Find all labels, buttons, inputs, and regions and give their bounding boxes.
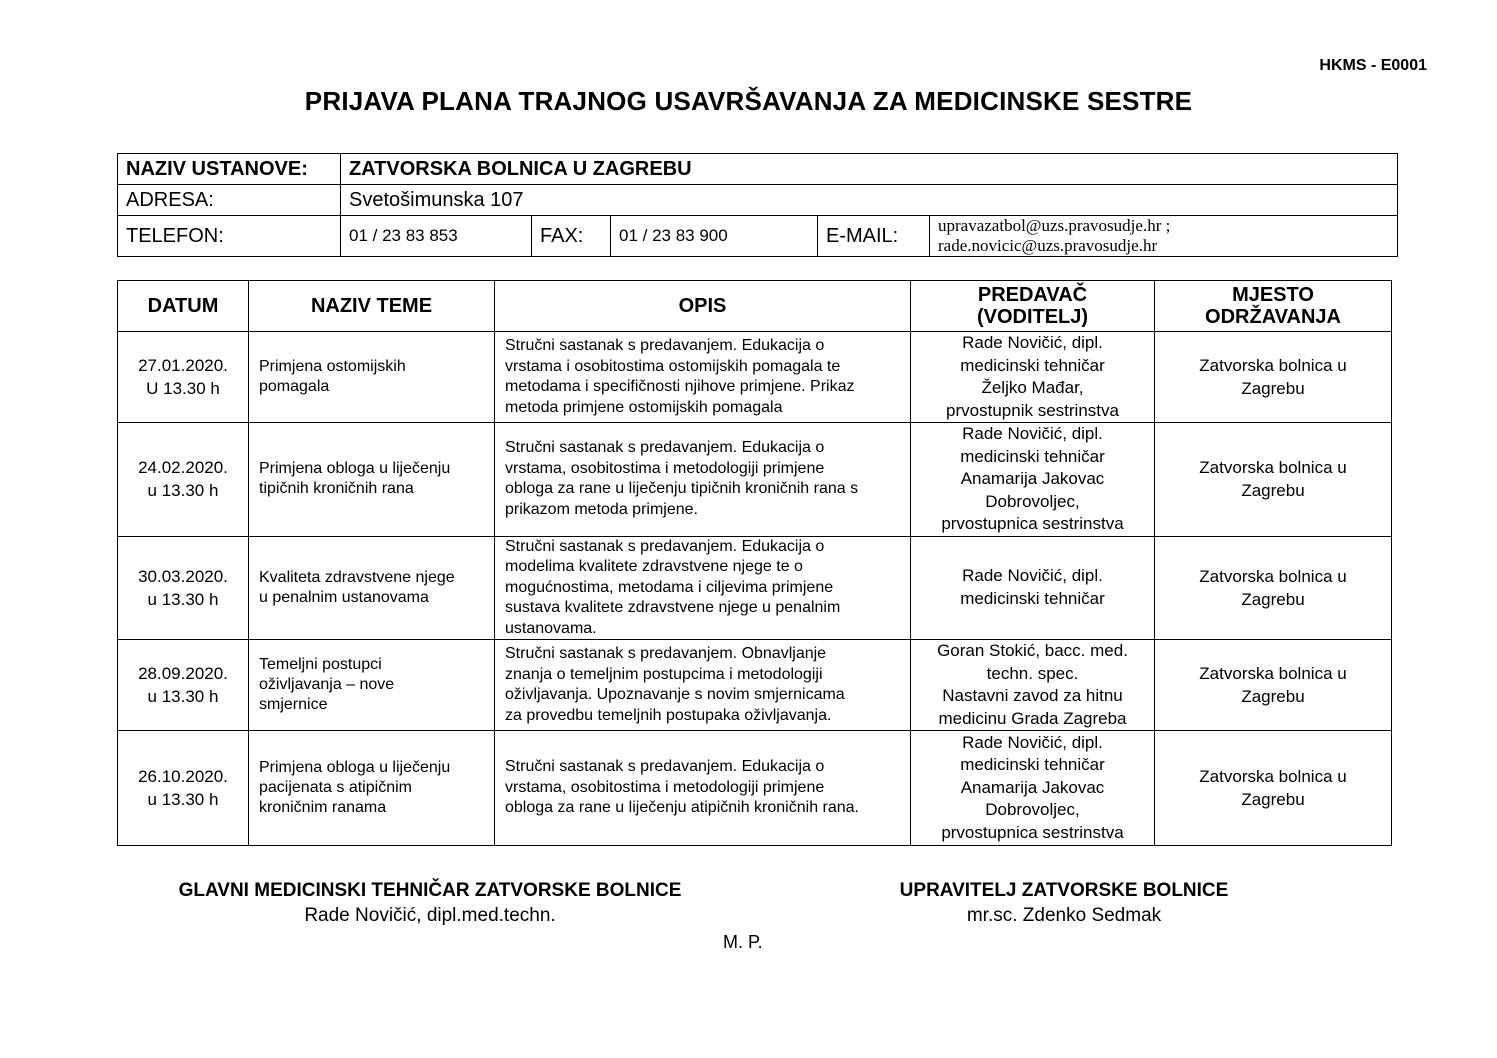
institution-name-row xyxy=(118,154,1398,185)
location-cell xyxy=(1155,731,1392,846)
description-cell-line: metoda primjene ostomijskih pomagala xyxy=(505,398,783,416)
email-label: E-MAIL: xyxy=(818,216,930,257)
lecturer-cell-line: medicinski tehničar xyxy=(960,588,1105,608)
location-cell xyxy=(1155,536,1392,640)
signature-left xyxy=(130,880,730,927)
phone-value: 01 / 23 83 853 xyxy=(341,216,532,257)
location-cell-line: Zatvorska bolnica u xyxy=(1199,664,1347,683)
description-cell-line: sustava kvalitete zdravstvene njege u penalnim xyxy=(505,599,841,616)
date-cell xyxy=(118,423,249,537)
description-cell-line: modelima kvalitete zdravstvene njege te o xyxy=(505,558,803,575)
description-cell-line: Stručni sastanak s predavanjem. Obnavljanje xyxy=(505,645,827,662)
description-cell-line: ustanovama. xyxy=(505,619,597,637)
lecturer-cell-line: medicinski tehničar xyxy=(960,355,1105,375)
signature-left-title: GLAVNI MEDICINSKI TEHNIČAR ZATVORSKE BOLNICE xyxy=(178,880,682,901)
address-label: ADRESA: xyxy=(118,185,341,216)
date-cell-line: 27.01.2020. xyxy=(138,356,228,375)
topic-cell-line: tipičnih kroničnih rana xyxy=(259,480,414,498)
description-cell-line: vrstama i osobitostima ostomijskih pomagala te xyxy=(505,357,841,375)
lecturer-cell-line: prvostupnica sestrinstva xyxy=(941,514,1124,533)
lecturer-cell xyxy=(911,640,1155,731)
table-row xyxy=(118,731,1392,846)
date-cell-line: u 13.30 h xyxy=(147,481,219,501)
page-title: PRIJAVA PLANA TRAJNOG USAVRŠAVANJA ZA MEDICINSKE SESTRE xyxy=(304,86,1193,116)
topic-cell-line: Kvaliteta zdravstvene njege xyxy=(259,568,455,586)
location-cell xyxy=(1155,332,1392,423)
description-cell-line: za provedbu temeljnih postupaka oživljavanja. xyxy=(505,706,832,724)
header-datum: DATUM xyxy=(118,281,249,332)
date-cell-line: 24.02.2020. xyxy=(138,458,228,478)
description-cell-line: Stručni sastanak s predavanjem. Edukacija o xyxy=(505,337,825,354)
description-cell xyxy=(495,536,911,640)
location-cell xyxy=(1155,423,1392,537)
description-cell-line: metodama i specifičnosti njihove primjene. Prikaz xyxy=(505,378,855,395)
lecturer-cell-line: Dobrovoljec, xyxy=(985,491,1080,511)
date-cell-line: u 13.30 h xyxy=(147,589,219,609)
description-cell-line: prikazom metoda primjene. xyxy=(505,500,698,518)
topic-cell xyxy=(249,731,495,846)
lecturer-cell-line: medicinu Grada Zagreba xyxy=(938,708,1127,728)
lecturer-cell-line: Dobrovoljec, xyxy=(985,800,1080,820)
description-cell-line: Stručni sastanak s predavanjem. Edukacija o xyxy=(505,537,825,555)
date-cell-line: 30.03.2020. xyxy=(138,566,228,586)
signature-right xyxy=(864,880,1264,927)
institution-address-row xyxy=(118,185,1398,216)
topic-cell xyxy=(249,423,495,537)
lecturer-cell xyxy=(911,536,1155,640)
header-mjesto-line: ODRŽAVANJA xyxy=(1205,306,1341,328)
description-cell xyxy=(495,640,911,731)
lecturer-cell-line: prvostupnik sestrinstva xyxy=(946,400,1119,420)
lecturer-cell xyxy=(911,423,1155,537)
date-cell xyxy=(118,536,249,640)
topic-cell-line: Primjena obloga u liječenju xyxy=(259,460,451,478)
location-cell-line: Zagrebu xyxy=(1241,589,1305,609)
date-cell-line: u 13.30 h xyxy=(147,687,219,706)
document-code: HKMS - E0001 xyxy=(1319,57,1427,74)
topic-cell-line: Primjena obloga u liječenju xyxy=(259,759,451,776)
lecturer-cell-line: prvostupnica sestrinstva xyxy=(941,822,1124,842)
location-cell-line: Zagrebu xyxy=(1241,687,1305,706)
table-row xyxy=(118,332,1392,423)
description-cell xyxy=(495,423,911,537)
fax-value: 01 / 23 83 900 xyxy=(611,216,818,257)
header-predavac-line: PREDAVAČ xyxy=(977,284,1088,306)
table-row xyxy=(118,640,1392,731)
description-cell-line: mogućnostima, metodama i ciljevima primjene xyxy=(505,578,834,596)
schedule-header-row xyxy=(118,281,1392,332)
location-cell-line: Zatvorska bolnica u xyxy=(1199,356,1347,375)
location-cell-line: Zagrebu xyxy=(1241,379,1305,398)
description-cell-line: obloga za rane u liječenju tipičnih kroničnih rana s xyxy=(505,480,859,498)
header-predavac-line: (VODITELJ) xyxy=(976,306,1089,328)
lecturer-cell-line: medicinski tehničar xyxy=(960,755,1105,775)
description-cell-line: Stručni sastanak s predavanjem. Edukacija o xyxy=(505,439,825,457)
lecturer-cell-line: medicinski tehničar xyxy=(960,446,1105,466)
location-cell-line: Zagrebu xyxy=(1241,481,1305,501)
description-cell-line: obloga za rane u liječenju atipičnih kroničnih rana. xyxy=(505,799,859,817)
date-cell-line: U 13.30 h xyxy=(146,379,220,398)
institution-name-label: NAZIV USTANOVE: xyxy=(118,154,341,185)
lecturer-cell-line: Željko Mađar, xyxy=(981,378,1084,397)
header-predavac xyxy=(911,281,1155,332)
phone-label: TELEFON: xyxy=(118,216,341,257)
date-cell xyxy=(118,332,249,423)
header-naziv-teme: NAZIV TEME xyxy=(249,281,495,332)
signature-left-name: Rade Novičić, dipl.med.techn. xyxy=(304,905,556,926)
lecturer-cell-line: Rade Novičić, dipl. xyxy=(962,333,1103,352)
topic-cell-line: u penalnim ustanovama xyxy=(259,588,429,606)
location-cell-line: Zatvorska bolnica u xyxy=(1199,767,1347,786)
address-value: Svetošimunska 107 xyxy=(341,185,1398,216)
topic-cell xyxy=(249,640,495,731)
description-cell-line: vrstama, osobitostima i metodologiji primjene xyxy=(505,459,825,477)
topic-cell-line: pacijenata s atipičnim xyxy=(259,779,412,796)
description-cell xyxy=(495,731,911,846)
institution-contact-row xyxy=(118,216,1398,257)
date-cell-line: 26.10.2020. xyxy=(138,767,228,786)
lecturer-cell-line: Anamarija Jakovac xyxy=(960,777,1105,797)
description-cell-line: znanja o temeljnim postupcima i metodologiji xyxy=(505,665,823,683)
table-row xyxy=(118,423,1392,537)
date-cell xyxy=(118,731,249,846)
email-value: upravazatbol@uzs.pravosudje.hr ; rade.novicic@uzs.pravosudje.hr xyxy=(930,216,1398,257)
schedule-table xyxy=(117,280,1392,846)
table-row xyxy=(118,536,1392,640)
description-cell-line: vrstama, osobitostima i metodologiji primjene xyxy=(505,778,825,796)
description-cell-line: oživljavanja. Upoznavanje s novim smjernicama xyxy=(505,686,845,703)
topic-cell-line: pomagala xyxy=(259,378,330,395)
institution-name-value: ZATVORSKA BOLNICA U ZAGREBU xyxy=(341,154,1398,185)
location-cell-line: Zagrebu xyxy=(1241,790,1305,809)
header-opis: OPIS xyxy=(495,281,911,332)
fax-label: FAX: xyxy=(532,216,611,257)
signature-right-name: mr.sc. Zdenko Sedmak xyxy=(966,905,1162,926)
description-cell-line: Stručni sastanak s predavanjem. Edukacija o xyxy=(505,758,825,776)
header-mjesto-line: MJESTO xyxy=(1232,284,1314,306)
signature-right-title: UPRAVITELJ ZATVORSKE BOLNICE xyxy=(899,880,1229,901)
date-cell-line: 28.09.2020. xyxy=(138,664,228,683)
lecturer-cell-line: Rade Novičić, dipl. xyxy=(962,732,1103,752)
date-cell xyxy=(118,640,249,731)
location-cell-line: Zatvorska bolnica u xyxy=(1199,566,1347,586)
header-mjesto xyxy=(1155,281,1392,332)
topic-cell-line: Primjena ostomijskih xyxy=(259,358,406,375)
lecturer-cell-line: Goran Stokić, bacc. med. xyxy=(937,641,1128,660)
description-cell xyxy=(495,332,911,423)
topic-cell-line: kroničnim ranama xyxy=(259,799,387,816)
topic-cell-line: Temeljni postupci xyxy=(259,656,382,673)
lecturer-cell-line: techn. spec. xyxy=(986,663,1079,683)
schedule-body xyxy=(118,332,1392,846)
date-cell-line: u 13.30 h xyxy=(147,790,219,809)
topic-cell xyxy=(249,536,495,640)
lecturer-cell-line: Anamarija Jakovac xyxy=(960,469,1105,488)
topic-cell xyxy=(249,332,495,423)
stamp-placeholder: M. P. xyxy=(723,932,763,952)
lecturer-cell-line: Rade Novičić, dipl. xyxy=(962,566,1103,586)
institution-table xyxy=(117,153,1398,257)
location-cell xyxy=(1155,640,1392,731)
lecturer-cell-line: Rade Novičić, dipl. xyxy=(962,424,1103,443)
lecturer-cell xyxy=(911,731,1155,846)
lecturer-cell xyxy=(911,332,1155,423)
topic-cell-line: oživljavanja – nove xyxy=(259,676,395,693)
topic-cell-line: smjernice xyxy=(259,696,328,713)
lecturer-cell-line: Nastavni zavod za hitnu xyxy=(942,686,1123,705)
location-cell-line: Zatvorska bolnica u xyxy=(1199,458,1347,478)
